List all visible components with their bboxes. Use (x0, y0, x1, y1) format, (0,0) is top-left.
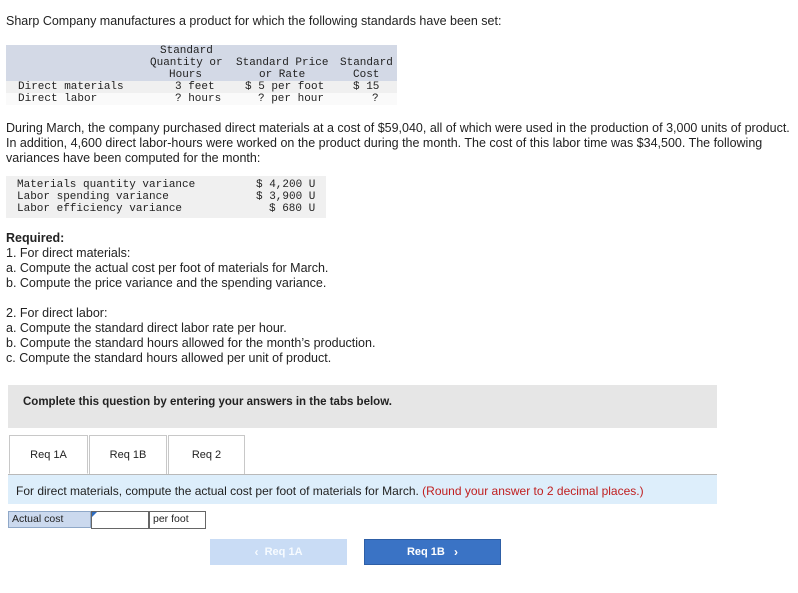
problem-intro: Sharp Company manufactures a product for which the following standards have been set: (6, 14, 502, 28)
required-line: 1. For direct materials: (6, 246, 131, 260)
variance-value: $ 680 U (269, 203, 316, 215)
required-line: b. Compute the standard hours allowed for the month’s production. (6, 336, 376, 350)
row-price: ? per hour (258, 93, 325, 105)
variance-label: Labor efficiency variance (17, 203, 183, 215)
variance-label: Labor spending variance (17, 191, 169, 203)
tab-req-1a[interactable]: Req 1A (9, 435, 88, 474)
instruction-text (16, 484, 644, 498)
tab-req-1b[interactable]: Req 1B (89, 435, 167, 474)
rounding-note: (Round your answer to 2 decimal places.) (422, 484, 644, 498)
instruction-main: For direct materials, compute the actual cost per foot of materials for March. (16, 484, 419, 498)
required-line: b. Compute the price variance and the spending variance. (6, 276, 327, 290)
standards-table (6, 45, 397, 106)
tab-req-2[interactable]: Req 2 (168, 435, 245, 474)
header-quantity-1: Standard (160, 45, 213, 57)
required-section (6, 231, 375, 366)
required-line: 2. For direct labor: (6, 306, 108, 320)
required-title: Required: (6, 231, 65, 245)
prev-button[interactable] (210, 539, 347, 565)
header-quantity-2: Quantity or (150, 57, 223, 69)
row-quantity: 3 feet (175, 81, 215, 93)
actual-cost-input[interactable] (91, 511, 149, 529)
next-button[interactable] (364, 539, 501, 565)
unit-label: per foot (149, 511, 206, 529)
input-marker-icon (92, 512, 97, 517)
row-quantity: ? hours (175, 93, 222, 105)
required-line: a. Compute the actual cost per foot of materials for March. (6, 261, 329, 275)
header-cost-2: Cost (353, 69, 380, 81)
row-cost: $ 15 (353, 81, 380, 93)
variance-label: Materials quantity variance (17, 179, 196, 191)
header-price-2: or Rate (259, 69, 306, 81)
instruction-bar (8, 475, 717, 504)
chevron-right-icon: › (454, 545, 459, 559)
variance-value: $ 4,200 U (256, 179, 316, 191)
banner-text: Complete this question by entering your answers in the tabs below. (23, 396, 392, 408)
header-quantity-3: Hours (169, 69, 203, 81)
header-price-1: Standard Price (236, 57, 329, 69)
next-button-label: Req 1B (406, 546, 445, 558)
row-cost: ? (372, 93, 379, 105)
row-price: $ 5 per foot (245, 81, 325, 93)
variance-value: $ 3,900 U (256, 191, 316, 203)
row-label: Direct materials (18, 81, 124, 93)
problem-details: During March, the company purchased direct materials at a cost of $59,040, all of which were used in the production of 3,000 units of product. In addition, 4,600 direct labor-hours were worked on the product during the month. The cost of this labor time was $34,500. The following variances have been computed for the month: (6, 121, 790, 165)
required-line: c. Compute the standard hours allowed per unit of product. (6, 351, 332, 365)
required-line: a. Compute the standard direct labor rate per hour. (6, 321, 287, 335)
row-label: Direct labor (18, 93, 98, 105)
header-cost-1: Standard (340, 57, 393, 69)
chevron-left-icon: ‹ (254, 545, 259, 559)
variances-table (6, 176, 326, 218)
instructions-banner (8, 385, 717, 428)
actual-cost-label: Actual cost (8, 511, 91, 528)
prev-button-label: Req 1A (264, 546, 303, 558)
